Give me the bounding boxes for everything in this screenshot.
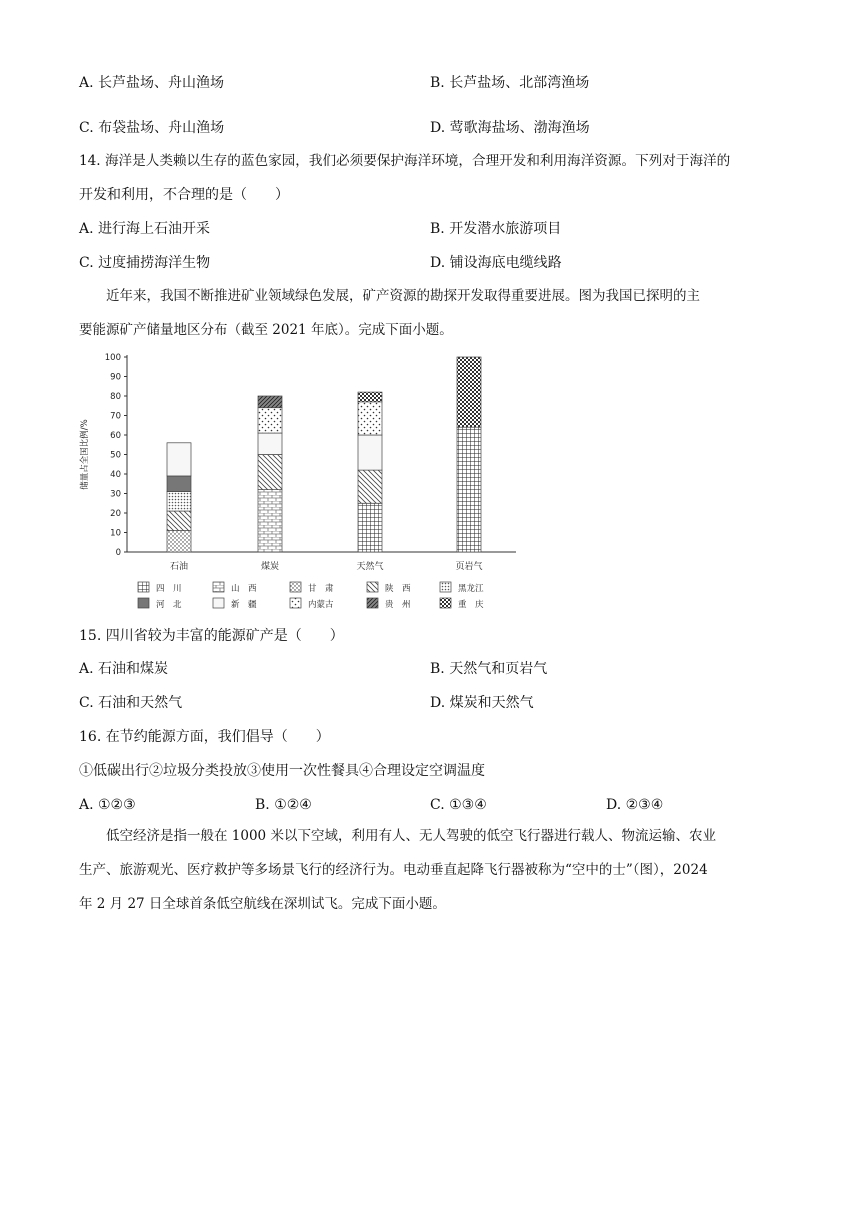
chart-axes [79, 353, 516, 558]
q16-option-c: C. ①③④ [430, 797, 487, 813]
legend-swatch [290, 598, 301, 608]
legend-label: 陕 西 [385, 584, 411, 594]
q15-option-d: D. 煤炭和天然气 [430, 695, 534, 711]
legend-swatch [367, 582, 378, 592]
legend-label: 黑龙江 [458, 584, 484, 594]
y-tick-label: 80 [110, 392, 121, 402]
lowalt-intro-line2: 生产、旅游观光、医疗救护等多场景飞行的经济行为。电动垂直起降飞行器被称为“空中的士”（图），2024 [79, 862, 708, 878]
bar-segment [358, 470, 382, 503]
bar-segment [258, 396, 282, 408]
energy-intro-line2: 要能源矿产储量地区分布（截至 2021 年底）。完成下面小题。 [79, 322, 453, 338]
y-tick-label: 30 [110, 489, 121, 500]
bar-segment [167, 511, 191, 531]
y-tick-label: 40 [110, 470, 121, 480]
legend-label: 甘 肃 [308, 584, 334, 594]
chart-legend [138, 582, 484, 610]
bar-segment [167, 476, 191, 492]
q14-option-d: D. 铺设海底电缆线路 [430, 255, 562, 271]
q16-option-b: B. ①②④ [255, 797, 312, 813]
x-tick-label: 天然气 [356, 562, 384, 572]
legend-label: 河 北 [156, 600, 182, 610]
lowalt-intro-line1: 低空经济是指一般在 1000 米以下空域，利用有人、无人驾驶的低空飞行器进行载人、物流运输、农业 [106, 828, 716, 844]
y-tick-label: 50 [110, 450, 121, 461]
bar-segment [167, 492, 191, 512]
legend-label: 四 川 [156, 584, 182, 594]
y-tick-label: 100 [104, 353, 121, 363]
bar-segment [358, 435, 382, 470]
y-tick-label: 20 [110, 509, 121, 519]
bar-segment [358, 392, 382, 402]
y-tick-label: 70 [110, 411, 121, 422]
q15-option-c: C. 石油和天然气 [79, 695, 183, 711]
energy-intro [79, 279, 785, 347]
legend-swatch [213, 598, 224, 608]
q13-option-b: B. 长芦盐场、北部湾渔场 [430, 75, 590, 91]
y-axis-label: 储量占全国比例/% [80, 419, 90, 490]
legend-swatch [138, 598, 149, 608]
legend-swatch [138, 582, 149, 592]
q16-items: ①低碳出行②垃圾分类投放③使用一次性餐具④合理设定空调温度 [79, 763, 485, 779]
q14-stem-line2: 开发和利用，不合理的是（ ） [79, 187, 289, 203]
legend-label: 贵 州 [385, 600, 411, 610]
energy-reserve-chart [78, 345, 538, 620]
chart-svg [78, 345, 538, 620]
legend-swatch [213, 582, 224, 592]
legend-label: 内蒙古 [308, 600, 334, 610]
bar-segment [167, 531, 191, 552]
q14-option-c: C. 过度捕捞海洋生物 [79, 255, 211, 271]
q16-stem: 16. 在节约能源方面，我们倡导（ ） [79, 729, 330, 745]
bar-segment [258, 408, 282, 433]
chart-bars [167, 357, 481, 552]
legend-swatch [290, 582, 301, 592]
legend-swatch [367, 598, 378, 608]
x-tick-label: 煤炭 [260, 562, 280, 572]
lowalt-intro [79, 819, 785, 921]
y-tick-label: 90 [110, 372, 121, 383]
x-tick-label: 石油 [169, 562, 189, 572]
y-tick-label: 0 [115, 548, 121, 558]
q13-option-c: C. 布袋盐场、舟山渔场 [79, 120, 225, 136]
legend-label: 新 疆 [231, 600, 257, 610]
bar-segment [457, 357, 481, 427]
bar-segment [167, 443, 191, 476]
legend-label: 重 庆 [458, 600, 484, 610]
bar-segment [258, 433, 282, 454]
chart-x-labels [170, 560, 483, 572]
q15-option-b: B. 天然气和页岩气 [430, 661, 548, 677]
legend-label: 山 西 [231, 584, 257, 594]
bar-segment [258, 490, 282, 552]
bar-segment [358, 503, 382, 552]
x-tick-label: 页岩气 [455, 562, 483, 572]
q15-stem: 15. 四川省较为丰富的能源矿产是（ ） [79, 628, 344, 644]
bar-segment [457, 427, 481, 552]
energy-intro-line1: 近年来，我国不断推进矿业领域绿色发展，矿产资源的勘探开发取得重要进展。图为我国已探明的主 [106, 288, 700, 304]
y-tick-label: 60 [110, 431, 121, 441]
y-tick-label: 10 [110, 528, 121, 539]
legend-swatch [440, 598, 451, 608]
legend-swatch [440, 582, 451, 592]
lowalt-intro-line3: 年 2 月 27 日全球首条低空航线在深圳试飞。完成下面小题。 [79, 896, 446, 912]
q16-option-d: D. ②③④ [606, 797, 664, 813]
bar-segment [258, 455, 282, 490]
q13-option-a: A. 长芦盐场、舟山渔场 [79, 75, 225, 91]
q16-option-a: A. ①②③ [79, 797, 136, 813]
q13-option-d: D. 莺歌海盐场、渤海渔场 [430, 120, 590, 136]
q15-option-a: A. 石油和煤炭 [79, 661, 169, 677]
q14-option-a: A. 进行海上石油开采 [79, 221, 211, 237]
q14-stem-line1: 14. 海洋是人类赖以生存的蓝色家园，我们必须要保护海洋环境，合理开发和利用海洋资源。下列对于海洋的 [79, 153, 731, 169]
q14-option-b: B. 开发潜水旅游项目 [430, 221, 562, 237]
bar-segment [358, 402, 382, 435]
